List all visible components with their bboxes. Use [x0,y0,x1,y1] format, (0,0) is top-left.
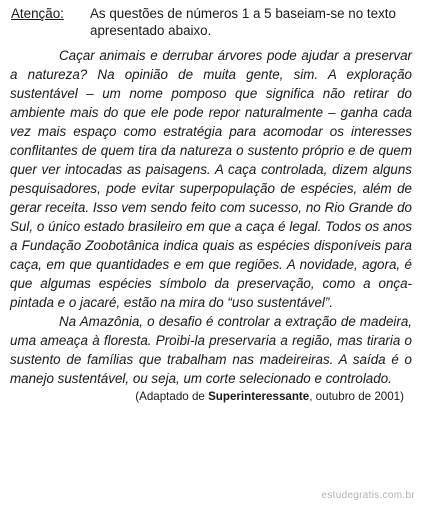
source-prefix: (Adaptado de [135,390,209,403]
source-suffix: , outubro de 2001) [309,390,404,403]
paragraph-1: Caçar animais e derrubar árvores pode ajudar a preservar a natureza? Na opinião de muita gente, sim. A exploração sustentável – um nome pomposo que significa não retirar do ambiente mais do que ele pode repor naturalmente – ganha cada vez mais espaço como estratégia para acomodar os interesses conflitantes de quem tira da natureza o sustento próprio e de quem quer ver intocadas as paisagens. A caça controlada, dizem alguns pesquisadores, pode evitar superpopulação de espécies, além de gerar receita. Isso vem sendo feito com sucesso, no Rio Grande do Sul, o único estado brasileiro em que a caça é legal. Todos os anos a Fundação Zoobotânica indica quais as espécies disponíveis para caça, em que quantidades e em que regiões. A novidade, agora, é que algumas espécies símbolo da preservação, como a onça-pintada e o jacaré, estão na mira do “uso sustentável”. [10,48,412,310]
site-watermark: estudegratis.com.br [321,490,415,501]
source-citation [10,389,412,405]
attention-label: Atenção: [11,6,64,21]
paragraph-2: Na Amazônia, o desafio é controlar a extração de madeira, uma ameaça à floresta. Proibi-la preservaria a região, mas tiraria o sustento de famílias que trabalham nas madeireiras. A saída é o manejo sustentável, ou seja, um corte selecionado e controlado. [10,314,412,386]
source-publication: Superinteressante [208,390,310,403]
attention-text: As questões de números 1 a 5 baseiam-se no texto apresentado abaixo. [90,6,396,38]
attention-notice [11,5,412,39]
article-text [10,46,412,388]
